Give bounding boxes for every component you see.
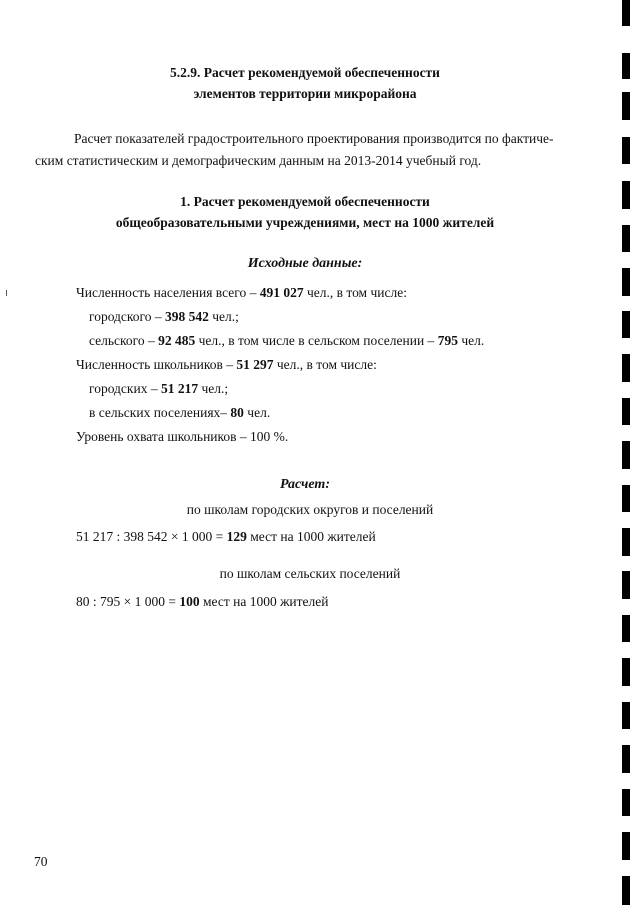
section-title bbox=[0, 62, 610, 104]
pupils-suffix: чел., в том числе: bbox=[273, 357, 377, 372]
scan-speck bbox=[6, 290, 7, 296]
pupils-urban-line bbox=[89, 378, 228, 399]
population-line bbox=[76, 282, 407, 303]
rural-formula-result: 100 bbox=[179, 594, 200, 609]
binding-hole bbox=[622, 225, 630, 252]
rural-line bbox=[89, 330, 484, 351]
binding-hole bbox=[622, 398, 630, 425]
pupils-urban-label: городских – bbox=[89, 381, 161, 396]
binding-hole bbox=[622, 832, 630, 860]
source-heading: Исходные данные: bbox=[247, 256, 363, 271]
section-title-line-1: 5.2.9. Расчет рекомендуемой обеспеченности bbox=[170, 65, 440, 80]
pupils-line bbox=[76, 354, 377, 375]
urban-line bbox=[89, 306, 239, 327]
binding-hole bbox=[622, 311, 630, 338]
population-value: 491 027 bbox=[259, 285, 304, 300]
rural-value: 92 485 bbox=[158, 333, 196, 348]
coverage-line: Уровень охвата школьников – 100 %. bbox=[76, 429, 289, 444]
urban-formula-unit: мест на 1000 жителей bbox=[246, 529, 376, 544]
rural-suffix: чел., в том числе в сельском поселении – bbox=[195, 333, 438, 348]
calc-heading: Расчет: bbox=[280, 477, 330, 492]
binding-hole bbox=[622, 0, 630, 26]
rural-label: сельского – bbox=[89, 333, 159, 348]
binding-hole bbox=[622, 702, 630, 729]
intro-line-2: ским статистическим и демографическим данным на 2013-2014 учебный год. bbox=[35, 153, 482, 168]
binding-hole bbox=[622, 528, 630, 556]
binding-hole bbox=[622, 181, 630, 209]
rural-settlement-value: 795 bbox=[437, 333, 458, 348]
intro-line-1: Расчет показателей градостроительного проектирования производится по фактиче- bbox=[74, 131, 554, 146]
pupils-urban-value: 51 217 bbox=[160, 381, 199, 396]
binding-hole bbox=[622, 268, 630, 296]
pupils-rural-line bbox=[89, 402, 270, 423]
binding-hole bbox=[622, 745, 630, 773]
binding-hole bbox=[622, 658, 630, 686]
binding-hole bbox=[622, 876, 630, 905]
binding-hole bbox=[622, 137, 630, 164]
population-label: Численность населения всего – bbox=[76, 285, 260, 300]
urban-label: городского – bbox=[89, 309, 165, 324]
binding-hole bbox=[622, 571, 630, 599]
urban-formula bbox=[76, 526, 376, 547]
pupils-label: Численность школьников – bbox=[76, 357, 237, 372]
pupils-rural-label: в сельских поселениях– bbox=[89, 405, 231, 420]
pupils-value: 51 297 bbox=[236, 357, 274, 372]
page-number: 70 bbox=[34, 854, 48, 869]
urban-formula-expression: 51 217 : 398 542 × 1 000 = bbox=[76, 529, 227, 544]
pupils-rural-suffix: чел. bbox=[243, 405, 271, 420]
rural-formula-unit: мест на 1000 жителей bbox=[199, 594, 329, 609]
urban-calc-label: по школам городских округов и поселений bbox=[186, 502, 434, 517]
binding-hole bbox=[622, 354, 630, 382]
binding-hole bbox=[622, 441, 630, 469]
pupils-rural-value: 80 bbox=[230, 405, 244, 420]
urban-formula-result: 129 bbox=[226, 529, 247, 544]
urban-value: 398 542 bbox=[165, 309, 209, 324]
section-title-line-2: элементов территории микрорайона bbox=[193, 86, 417, 101]
binding-hole bbox=[622, 53, 630, 79]
binding-hole bbox=[622, 615, 630, 642]
pupils-urban-suffix: чел.; bbox=[198, 381, 229, 396]
binding-hole bbox=[622, 789, 630, 816]
rural-formula-expression: 80 : 795 × 1 000 = bbox=[76, 594, 180, 609]
population-suffix: чел., в том числе: bbox=[303, 285, 407, 300]
binding-hole bbox=[622, 92, 630, 120]
subsection-title bbox=[0, 191, 610, 233]
rural-calc-label: по школам сельских поселений bbox=[219, 566, 401, 581]
urban-suffix: чел.; bbox=[208, 309, 239, 324]
rural-settlement-suffix: чел. bbox=[457, 333, 485, 348]
subsection-title-line-2: общеобразовательными учреждениями, мест на 1000 жителей bbox=[115, 215, 495, 230]
binding-hole bbox=[622, 485, 630, 512]
subsection-title-line-1: 1. Расчет рекомендуемой обеспеченности bbox=[180, 194, 430, 209]
rural-formula bbox=[76, 591, 329, 612]
